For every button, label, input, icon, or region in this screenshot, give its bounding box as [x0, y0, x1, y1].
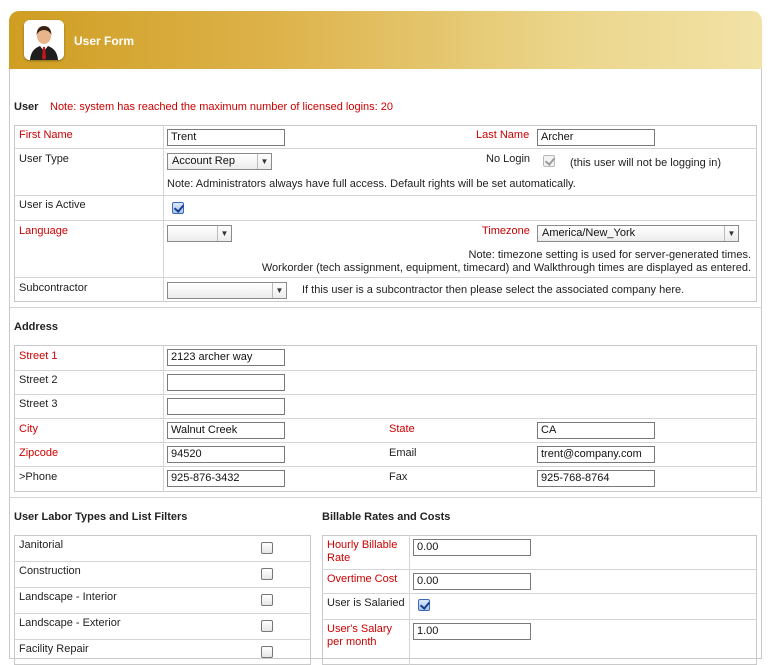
businessman-icon — [24, 20, 64, 60]
phone-field[interactable]: 925-876-3432 — [167, 470, 285, 487]
zipcode-label: Zipcode — [19, 447, 59, 459]
salaried-label: User is Salaried — [327, 597, 405, 609]
street2-label: Street 2 — [19, 374, 58, 386]
user-type-label: User Type — [19, 153, 69, 165]
subcontractor-hint: If this user is a subcontractor then please select the associated company here. — [302, 284, 685, 296]
dropdown-arrow-icon: ▼ — [217, 226, 231, 241]
first-name-field[interactable]: Trent — [167, 129, 285, 146]
fax-label: Fax — [389, 471, 408, 483]
labor-item-checkbox[interactable] — [261, 568, 273, 580]
subcontractor-label: Subcontractor — [19, 282, 88, 294]
hourly-rate-label-line1: Hourly Billable — [327, 539, 398, 551]
hourly-rate-label — [327, 539, 397, 565]
is-active-label: User is Active — [19, 199, 86, 211]
address-heading: Address — [14, 321, 59, 333]
labor-item-checkbox[interactable] — [261, 620, 273, 632]
labor-item-label: Landscape - Interior — [19, 591, 117, 603]
labor-item-checkbox[interactable] — [261, 542, 273, 554]
last-name-field[interactable]: Archer — [537, 129, 655, 146]
admin-note: Note: Administrators always have full access. Default rights will be set automatically. — [167, 178, 576, 190]
city-label: City — [19, 423, 38, 435]
dropdown-arrow-icon: ▼ — [272, 283, 286, 298]
labor-item-checkbox[interactable] — [261, 594, 273, 606]
user-section-heading: User — [14, 101, 39, 113]
street1-field[interactable]: 2123 archer way — [167, 349, 285, 366]
form-header — [9, 11, 762, 69]
overtime-cost-label: Overtime Cost — [327, 573, 398, 585]
zipcode-field[interactable]: 94520 — [167, 446, 285, 463]
salary-label — [327, 623, 392, 649]
last-name-label: Last Name — [476, 129, 530, 141]
email-field[interactable]: trent@company.com — [537, 446, 655, 463]
street2-field[interactable] — [167, 374, 285, 391]
labor-item-label: Landscape - Exterior — [19, 617, 121, 629]
dropdown-arrow-icon: ▼ — [724, 226, 738, 241]
labor-item-label: Facility Repair — [19, 643, 89, 655]
user-box — [14, 125, 757, 302]
labor-heading: User Labor Types and List Filters — [14, 511, 188, 523]
street3-field[interactable] — [167, 398, 285, 415]
language-label: Language — [19, 225, 68, 237]
hourly-rate-field[interactable]: 0.00 — [413, 539, 531, 556]
state-label: State — [389, 423, 415, 435]
street1-label: Street 1 — [19, 350, 58, 362]
license-note: Note: system has reached the maximum number of licensed logins: 20 — [50, 101, 393, 113]
rates-heading: Billable Rates and Costs — [322, 511, 451, 523]
overtime-cost-field[interactable]: 0.00 — [413, 573, 531, 590]
street3-label: Street 3 — [19, 398, 58, 410]
timezone-label: Timezone — [482, 225, 530, 237]
state-field[interactable]: CA — [537, 422, 655, 439]
user-type-select[interactable] — [167, 153, 272, 170]
labor-item-label: Janitorial — [19, 539, 64, 551]
user-type-value: Account Rep — [172, 155, 235, 167]
labor-item-label: Construction — [19, 565, 81, 577]
timezone-note-2: Workorder (tech assignment, equipment, timecard) and Walkthrough times are displayed as entered. — [261, 262, 751, 274]
salary-field[interactable]: 1.00 — [413, 623, 531, 640]
fax-field[interactable]: 925-768-8764 — [537, 470, 655, 487]
no-login-checkbox[interactable] — [543, 155, 555, 167]
timezone-select[interactable] — [537, 225, 739, 242]
dropdown-arrow-icon: ▼ — [257, 154, 271, 169]
email-label: Email — [389, 447, 417, 459]
no-login-hint: (this user will not be logging in) — [570, 157, 722, 169]
city-field[interactable]: Walnut Creek — [167, 422, 285, 439]
page-title: User Form — [74, 34, 135, 48]
timezone-value: America/New_York — [542, 227, 636, 239]
no-login-label: No Login — [486, 153, 531, 165]
is-active-checkbox[interactable] — [172, 202, 184, 214]
labor-item-checkbox[interactable] — [261, 646, 273, 658]
first-name-label: First Name — [19, 129, 73, 141]
subcontractor-select[interactable] — [167, 282, 287, 299]
phone-label: >Phone — [19, 471, 58, 483]
language-select[interactable] — [167, 225, 232, 242]
salary-label-line2: per month — [327, 636, 377, 648]
salary-label-line1: User's Salary — [327, 623, 393, 635]
hourly-rate-label-line2: Rate — [327, 552, 351, 564]
salaried-checkbox[interactable] — [418, 599, 430, 611]
timezone-note-1: Note: timezone setting is used for server-generated times. — [468, 249, 751, 261]
